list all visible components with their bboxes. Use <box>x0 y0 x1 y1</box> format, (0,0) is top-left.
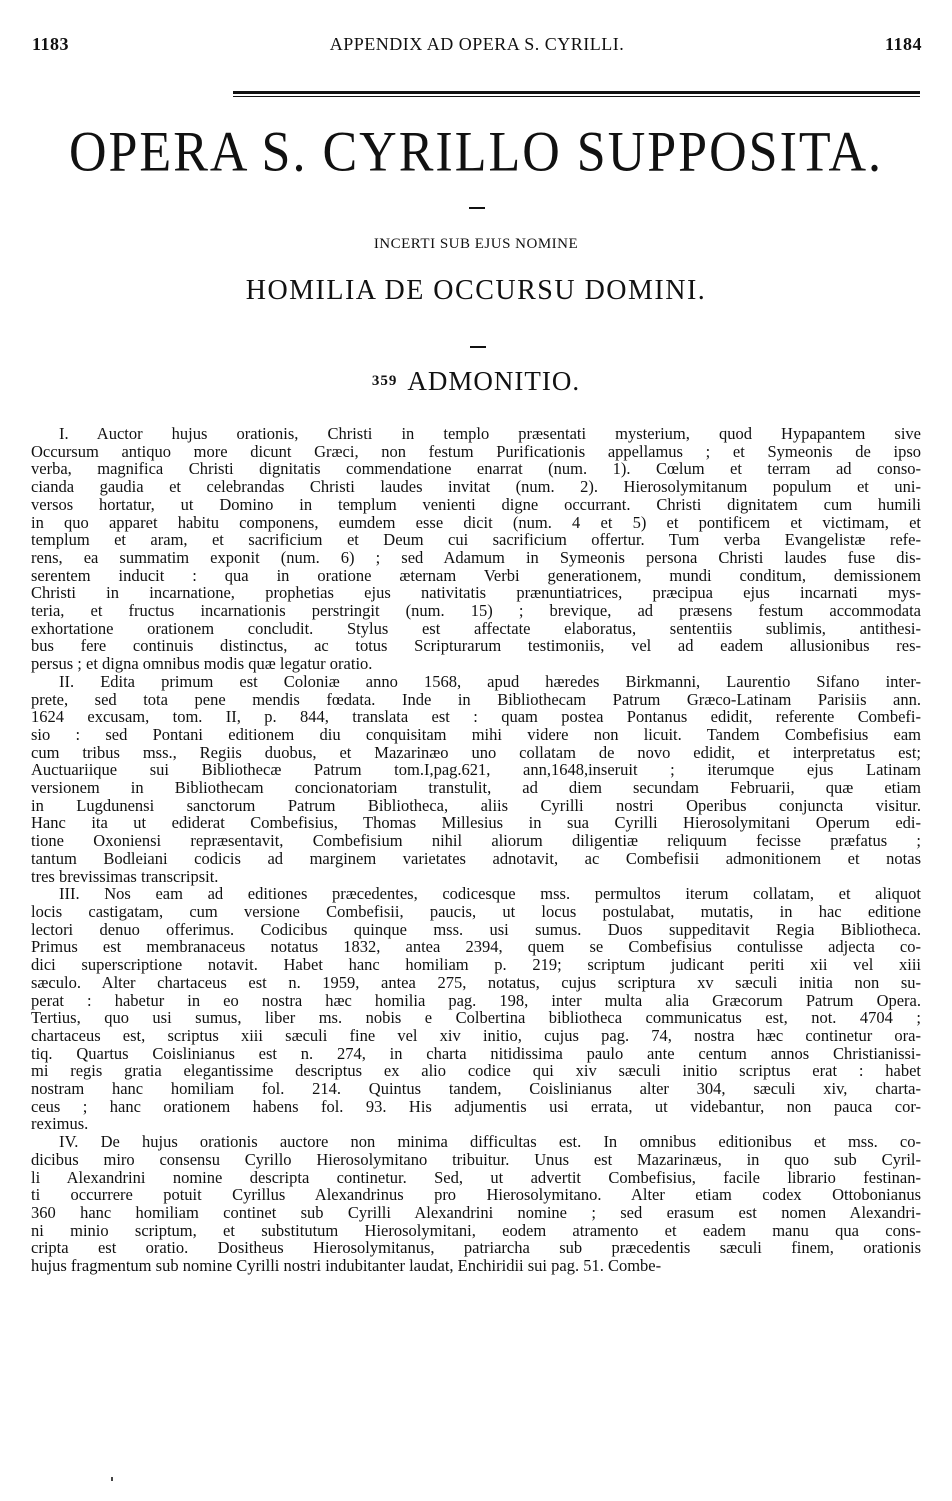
text-line: versionem in Bibliothecam concionatoriam transtulit, ad diem secundam Februarii, quæ etiam <box>31 778 921 798</box>
text-line: perat : habetur in eo nostra hæc homilia pag. 198, inter multa alia Græcorum Patrum Opera. <box>31 990 921 1010</box>
page-number-left: 1183 <box>32 34 70 54</box>
text-line: teria, et fructus incarnationis perstringit (num. 15) ; brevique, ad præsens festum accommodata <box>31 601 921 621</box>
text-line: III. Nos eam ad editiones præcedentes, codicesque mss. permultos iterum collatam, et aliquot <box>59 884 921 904</box>
running-title: APPENDIX AD OPERA S. CYRILLI. <box>329 34 625 54</box>
text-line: bus fere continuis distinctus, ac totus Scripturarum testimoniis, vel ad eadem allusionibus res- <box>31 636 921 656</box>
header-rule-thin <box>233 96 920 97</box>
text-line: IV. De hujus orationis auctore non minima difficultas est. In omnibus editionibus et mss. co- <box>59 1132 921 1152</box>
text-line: tres brevissimas transcripsit. <box>31 866 219 886</box>
text-line: lectori denuo offerimus. Codicibus quinque mss. usi sumus. Duos suppeditavit Regia Bibliotheca. <box>31 919 921 939</box>
text-line: Auctuariique sui Bibliothecæ Patrum tom.I,pag.621, ann,1648,inseruit ; iterumque ejus Latinam <box>31 760 921 780</box>
page-number-right: 1184 <box>884 34 922 54</box>
main-title: OPERA S. CYRILLO SUPPOSITA. <box>68 121 884 184</box>
paragraph <box>31 885 921 1133</box>
text-line: serentem inducit : qua in oratione æternam Verbi generationem, mundi conditum, demissionem <box>31 565 921 585</box>
text-line: dicibus miro consensu Cyrillo Hierosolymitano tribuitur. Unus est Mazarinæus, in quo sub Cyril- <box>31 1149 921 1169</box>
text-line: chartaceus est, scriptus xiii sæculi fine vel xiv initio, cujus pag. 74, nostra hæc continetur ora- <box>31 1025 921 1045</box>
body-text <box>31 425 921 1275</box>
text-line: ti occurrere potuit Cyrillus Alexandrinus pro Hierosolymitano. Alter etiam codex Ottobonianus <box>31 1185 921 1205</box>
title-dash <box>469 207 485 209</box>
text-line: tiq. Quartus Coislinianus est n. 274, in charta nitidissima paulo ante centum annos Christianissi- <box>31 1043 921 1063</box>
section-dash <box>470 346 486 348</box>
text-line: I. Auctor hujus orationis, Christi in templo præsentati mysterium, quod Hypapantem sive <box>59 424 921 443</box>
text-line: tantum Bodleiani codicis ad marginem varietates adnotavit, ac Combefisii admonitionem et notas <box>31 848 921 868</box>
text-line: prete, sed tota pene mendis fœdata. Inde in Bibliothecam Patrum Græco-Latinam Parisiis ann. <box>31 689 921 709</box>
text-line: mi regis gratia elegantissime descriptus ex alio codice qui xiv sæculi initio scriptus erat : habet <box>31 1061 921 1081</box>
running-head <box>32 34 922 58</box>
text-line: persus ; et digna omnibus modis quæ legatur oratio. <box>31 654 373 674</box>
text-line: cum tribus mss., Regiis duobus, et Mazarinæo uno collatam de novo edidit, et interpretatus est; <box>31 742 921 762</box>
text-line: in Lugdunensi sanctorum Patrum Bibliotheca, aliis Cyrilli nostri Operibus conjuncta visitur. <box>31 795 921 815</box>
text-line: Occursum antiquo more dicunt Græci, non festum Purificationis appellamus ; et Symeonis de ipso <box>31 441 921 461</box>
section-title: ADMONITIO. <box>407 366 581 396</box>
print-speck <box>111 1477 113 1481</box>
text-line: sio : sed Pontani editionem diu conquisitam mihi videre non licuit. Tandem Combefisius eam <box>31 724 921 744</box>
header-rule-thick <box>233 91 920 94</box>
text-line: 1624 excusam, tom. II, p. 844, translata est : quam postea Pontanus edidit, referente Combefi- <box>31 707 921 727</box>
paragraph <box>31 673 921 885</box>
subtitle: INCERTI SUB EJUS NOMINE <box>373 236 579 252</box>
text-line: cianda gaudia et celebrandas Christi laudes invitat (num. 2). Hierosolymitanum populum et uni- <box>31 477 921 497</box>
text-line: hujus fragmentum sub nomine Cyrilli nostri indubitanter laudat, Enchiridii sui pag. 51. Combe- <box>31 1256 662 1276</box>
text-line: 360 hanc homiliam continet sub Cyrilli Alexandrini nomine ; sed erasum est nomen Alexandri- <box>31 1202 921 1222</box>
text-line: rens, ea summatim exponit (num. 6) ; sed Adamum in Symeonis persona Christi laudes fuse dis- <box>31 547 921 567</box>
text-line: ni minio scriptum, et substitutum Hierosolymitani, eodem atramento et eadem manu qua cons- <box>31 1220 921 1240</box>
paragraph <box>31 1133 921 1275</box>
text-line: in quo apparet habitu componens, eumdem esse dicit (num. 4 et 5) et pontificem et victimam, et <box>31 512 921 532</box>
homily-title: HOMILIA DE OCCURSU DOMINI. <box>245 275 707 306</box>
section-heading <box>40 366 912 397</box>
paragraph <box>31 425 921 673</box>
text-line: li Alexandrini nomine descripta continetur. Sed, ut advertit Combefisius, facile librario festinan- <box>31 1167 921 1187</box>
text-line: dici superscriptione notavit. Habet hanc homiliam p. 219; scriptum judicant periti xii vel xiii <box>31 955 921 975</box>
text-line: reximus. <box>31 1114 89 1134</box>
text-line: verba, magnifica Christi dignitatis commendatione enarrat (num. 1). Cœlum et terram ad conso- <box>31 459 921 479</box>
text-line: Christi in incarnatione, prophetias ejus nativitatis prænuntiatrices, præcipua ejus incarnati mys- <box>31 583 921 603</box>
text-line: II. Edita primum est Coloniæ anno 1568, apud hæredes Birkmanni, Laurentio Sifano inter- <box>59 671 921 691</box>
text-line: locis castigatam, cum versione Combefisii, paucis, ut locus postulabat, mutatis, in hac editione <box>31 901 921 921</box>
text-line: versos hortatur, ut Domino in templum venienti digne occurrant. Christi dignitatem cum humili <box>31 494 921 514</box>
text-line: cripta est oratio. Dositheus Hierosolymitanus, patriarcha sub præcedentis sæculi finem, orationis <box>31 1238 921 1258</box>
text-line: templum et aram, et sacrificium et Deum cui sacrificium offertur. Tum verba Evangelistæ refe- <box>31 530 921 550</box>
text-line: Tertius, quo usi sumus, liber ms. nobis e Colbertina bibliotheca communicatus est, not. 4704 ; <box>31 1008 921 1028</box>
text-line: exhortatione orationem concludit. Stylus est affectate elaboratus, sententiis sublimis, antithesi- <box>31 618 921 638</box>
text-line: sæculo. Alter chartaceus est n. 1959, antea 275, notatus, cujus scriptura xv sæculi initia non su- <box>31 972 921 992</box>
text-line: Hanc ita ut ediderat Combefisius, Thomas Millesius in sua Cyrilli Hierosolymitani Operum edi- <box>31 813 921 833</box>
text-line: tione Oxoniensi repræsentavit, Combefisium nihil aliorum diligentiæ reliquum fecisse præfatus ; <box>31 831 921 851</box>
text-line: nostram hanc homiliam fol. 214. Quintus tandem, Coislinianus alter 304, sæculi xiv, charta- <box>31 1079 921 1099</box>
text-line: Primus est membranaceus notatus 1832, antea 2394, quem se Combefisius contulisse adjecta co- <box>31 937 921 957</box>
text-line: ceus ; hanc orationem habens fol. 93. His adjumentis usi errata, ut videbantur, non pauca cor- <box>31 1096 921 1116</box>
margin-marker: 359 <box>371 373 398 389</box>
